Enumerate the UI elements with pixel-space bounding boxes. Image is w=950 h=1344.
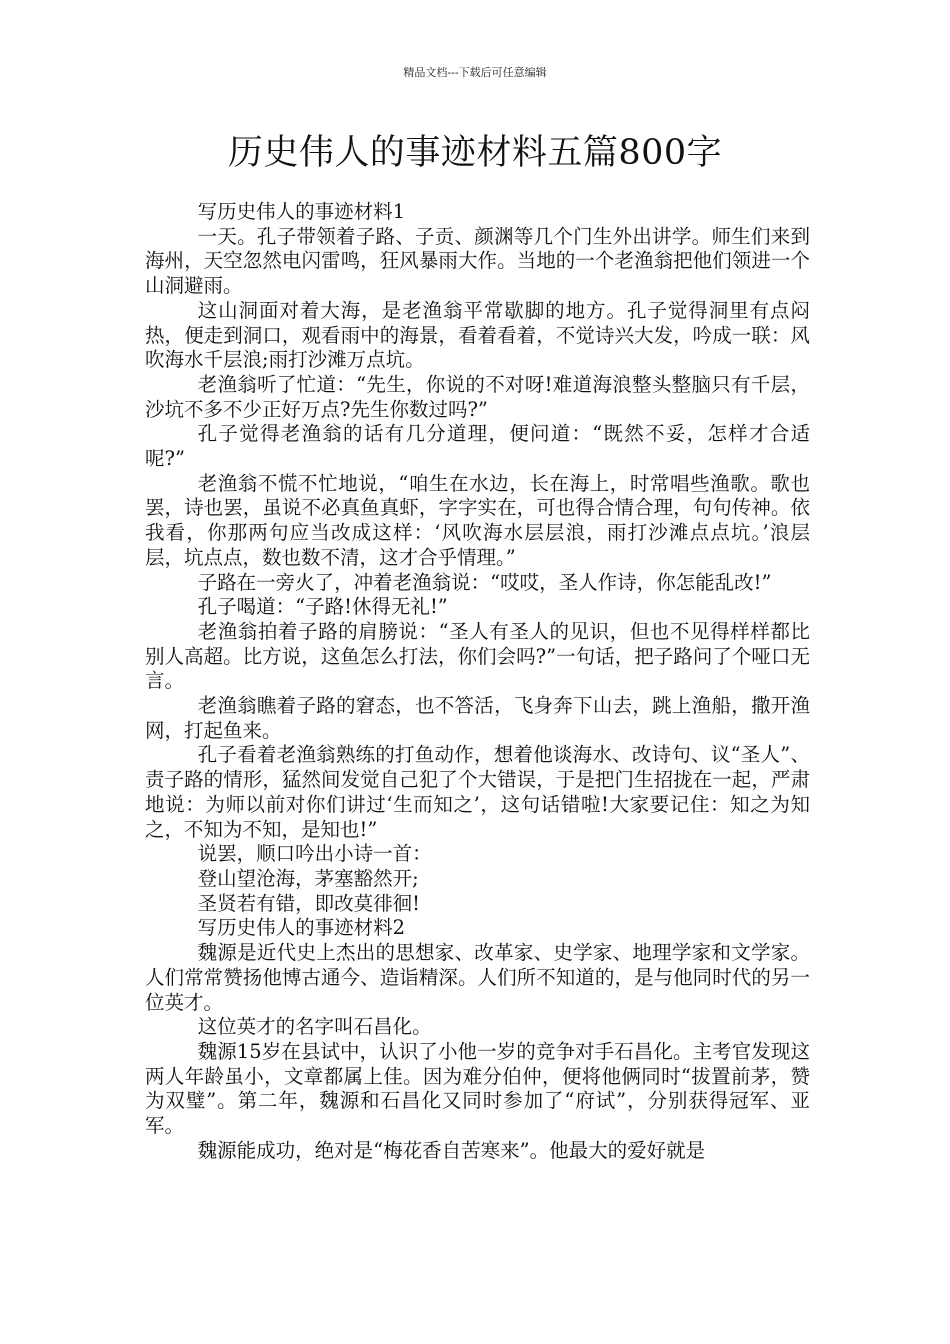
- section-heading: 写历史伟人的事迹材料1: [197, 200, 406, 223]
- paragraph: 魏源是近代史上杰出的思想家、改革家、史学家、地理学家和文学家。人们常常赞扬他博古通今、造诣精深。人们所不知道的，是与他同时代的另一位英才。: [145, 941, 810, 1014]
- paragraph: 说罢，顺口吟出小诗一首：: [197, 842, 432, 866]
- paragraph: 孔子喝道：“子路!休得无礼!”: [197, 595, 448, 619]
- paragraph: 老渔翁瞧着子路的窘态，也不答活，飞身奔下山去，跳上渔船，撒开渔网，打起鱼来。: [145, 694, 810, 742]
- paragraph: 孔子觉得老渔翁的话有几分道理，便问道：“既然不妥，怎样才合适呢?”: [145, 422, 810, 471]
- poem-line: 圣贤若有错，即改莫徘徊!: [197, 891, 420, 915]
- paragraph: 子路在一旁火了，冲着老渔翁说：“哎哎，圣人作诗，你怎能乱改!”: [197, 570, 772, 594]
- section-heading: 写历史伟人的事迹材料2: [197, 916, 406, 940]
- paragraph: 这位英才的名字叫石昌化。: [197, 1015, 432, 1039]
- paragraph: 这山洞面对着大海，是老渔翁平常歇脚的地方。孔子觉得洞里有点闷热，便走到洞口，观看雨中的海景，看着看着，不觉诗兴大发，吟成一联：风吹海水千层浪;雨打沙滩万点坑。: [145, 298, 810, 372]
- paragraph: 魏源15岁在县试中，认识了小他一岁的竞争对手石昌化。主考官发现这两人年龄虽小，文章都属上佳。因为难分伯仲，便将他俩同时“拔置前茅，赞为双璧”。第二年，魏源和石昌化又同时参加了“府试”，分别获得冠军、亚军。: [145, 1039, 810, 1138]
- document-body: [145, 200, 810, 1163]
- poem-line: 登山望沧海，茅塞豁然开;: [197, 866, 419, 890]
- paragraph: 老渔翁听了忙道：“先生，你说的不对呀!难道海浪整头整脑只有千层，沙坑不多不少正好万点?先生你数过吗?”: [145, 372, 810, 421]
- paragraph: 老渔翁不慌不忙地说，“咱生在水边，长在海上，时常唱些渔歌。歌也罢，诗也罢，虽说不必真鱼真虾，字字实在，可也得合情合理，句句传神。依我看，你那两句应当改成这样：‘风吹海水层层浪，雨打沙滩点点坑。’浪层层，坑点点，数也数不清，这才合乎情理。”: [145, 471, 810, 569]
- paragraph: 老渔翁拍着子路的肩膀说：“圣人有圣人的见识，但也不见得样样都比别人高超。比方说，这鱼怎么打法，你们会吗?”一句话，把子路问了个哑口无言。: [145, 619, 810, 693]
- paragraph: 一天。孔子带领着子路、子贡、颜渊等几个门生外出讲学。师生们来到海州，天空忽然电闪雷鸣，狂风暴雨大作。当地的一个老渔翁把他们领进一个山洞避雨。: [145, 224, 810, 298]
- paragraph: 魏源能成功，绝对是“梅花香自苦寒来”。他最大的爱好就是: [197, 1138, 706, 1162]
- page-header: 精品文档---下载后可任意编辑: [403, 66, 547, 79]
- paragraph: 孔子看着老渔翁熟练的打鱼动作，想着他谈海水、改诗句、议“圣人”、责子路的情形，猛然间发觉自己犯了个大错误，于是把门生招拢在一起，严肃地说：为师以前对你们讲过‘生而知之’，这句话错啦!大家要记住：知之为知之，不知为不知，是知也!”: [145, 743, 810, 841]
- document-title: 历史伟人的事迹材料五篇800字: [227, 133, 723, 173]
